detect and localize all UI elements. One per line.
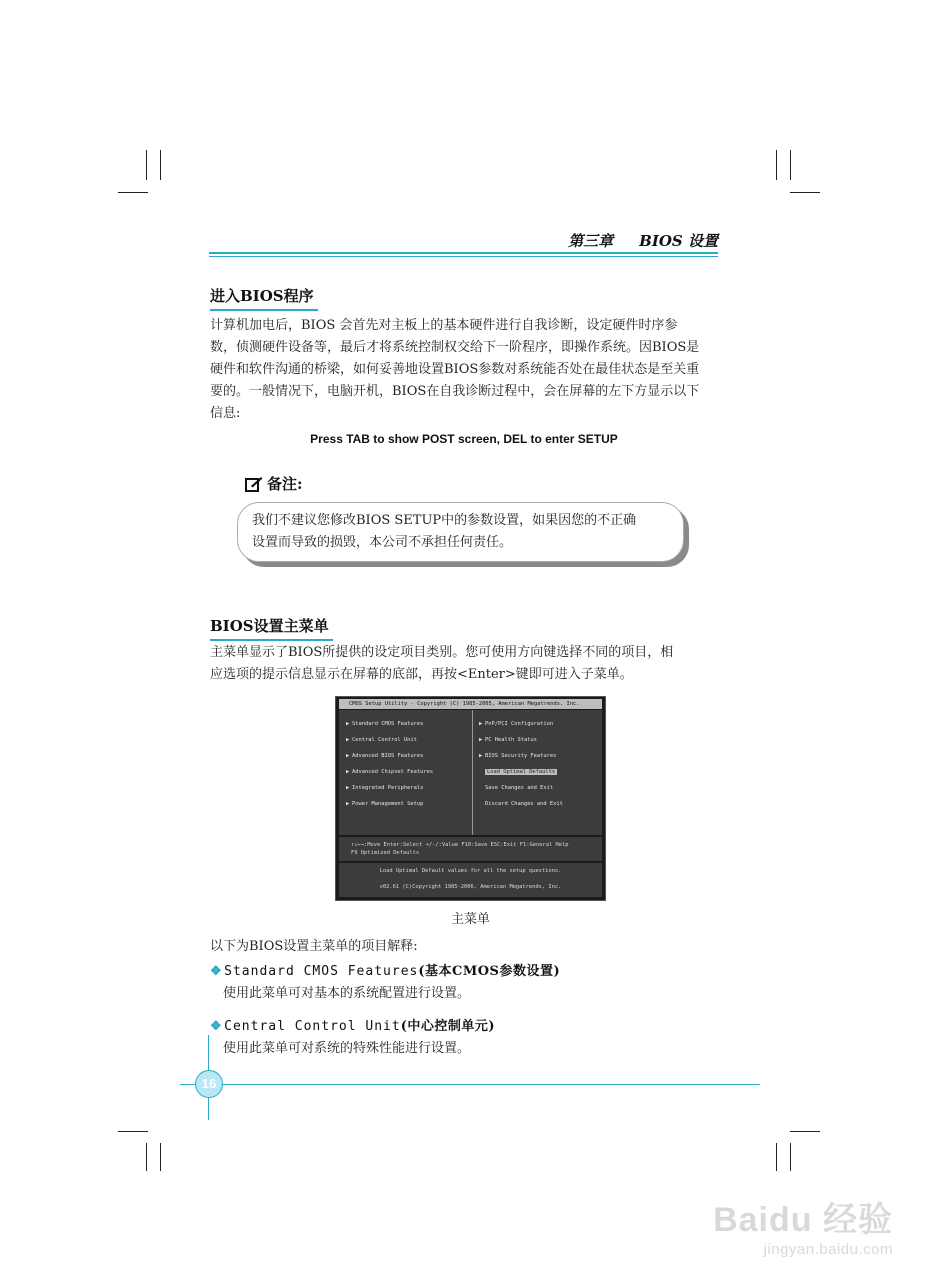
triangle-right-icon: ▶ — [479, 753, 483, 759]
footer-rule — [180, 1084, 760, 1085]
triangle-right-icon: ▶ — [346, 753, 350, 759]
crop-mark — [118, 192, 148, 193]
bios-menu-item[interactable] — [346, 720, 433, 736]
item-title-standard-cmos — [210, 960, 560, 979]
triangle-right-icon: ▶ — [346, 769, 350, 775]
crop-mark — [790, 192, 820, 193]
note-text — [252, 510, 667, 554]
bios-item-label: Standard CMOS Features — [352, 721, 424, 727]
bios-right-column — [479, 720, 563, 816]
bios-menu-item[interactable] — [346, 800, 433, 816]
bios-item-label: PC Health Status — [485, 737, 537, 743]
bios-item-label: Save Changes and Exit — [485, 785, 554, 791]
bios-main-menu-screenshot — [335, 696, 606, 901]
section2-paragraph — [210, 642, 718, 686]
para-line: 信息: — [210, 406, 241, 421]
triangle-right-icon: ▶ — [479, 721, 483, 727]
bios-item-label: BIOS Security Features — [485, 753, 557, 759]
chapter-header — [209, 230, 718, 251]
section-title-enter-bios — [210, 285, 314, 308]
triangle-right-icon: ▶ — [346, 721, 350, 727]
bios-item-label: Discard Changes and Exit — [485, 801, 563, 807]
figure-caption: 主菜单 — [450, 912, 490, 927]
item-title-cn: (基本CMOS参数设置) — [418, 964, 561, 979]
item-title-central-control — [210, 1015, 495, 1034]
para-line: 硬件和软件沟通的桥梁，如何妥善地设置BIOS参数对系统能否处在最佳状态是至关重 — [210, 362, 700, 377]
item-desc: 使用此菜单可对系统的特殊性能进行设置。 — [223, 1041, 471, 1056]
chapter-title: BIOS 设置 — [639, 232, 718, 250]
watermark-url: jingyan.baidu.com — [763, 1241, 893, 1258]
note-heading — [245, 473, 303, 494]
bios-key-legend — [339, 837, 602, 861]
bios-keys-line: F9 Optimized Defaults — [351, 850, 420, 856]
page-number: 16 — [195, 1070, 223, 1098]
crop-mark — [146, 150, 147, 180]
para-line: 要的。一般情况下，电脑开机，BIOS在自我诊断过程中，会在屏幕的左下方显示以下 — [210, 384, 700, 399]
title-underline — [210, 309, 318, 311]
bios-help-panel — [339, 863, 602, 897]
bios-left-column — [346, 720, 433, 816]
bios-menu-item[interactable] — [479, 736, 563, 752]
diamond-bullet-icon: ❖ — [210, 964, 223, 979]
bios-keys-line: ↑↓←→:Move Enter:Select +/-/:Value F10:Save ESC:Exit F1:General Help — [351, 842, 569, 848]
crop-mark — [118, 1131, 148, 1132]
note-line: 设置而导致的损毁，本公司不承担任何责任。 — [252, 535, 513, 550]
bios-menu-item[interactable] — [346, 768, 433, 784]
bios-version-text: v02.61 (C)Copyright 1985-2006, American Megatrends, Inc. — [379, 884, 562, 890]
chapter-label: 第三章 — [568, 232, 614, 250]
bios-menu-item[interactable] — [479, 720, 563, 736]
crop-mark — [790, 1131, 820, 1132]
para-line: 计算机加电后，BIOS 会首先对主板上的基本硬件进行自我诊断，设定硬件时序参 — [210, 318, 678, 333]
bios-menu-item-selected[interactable] — [479, 768, 563, 784]
bios-item-label: PnP/PCI Configuration — [485, 721, 554, 727]
bios-menu-item[interactable] — [479, 752, 563, 768]
bios-menu-item[interactable] — [479, 800, 563, 816]
section-title-main-menu — [210, 615, 329, 638]
bios-item-label: Power Management Setup — [352, 801, 424, 807]
bios-item-label: Advanced Chipset Features — [352, 769, 434, 775]
bios-item-label: Load Optimal Defaults — [487, 769, 556, 775]
para-line: 应选项的提示信息显示在屏幕的底部，再按<Enter>键即可进入子菜单。 — [210, 667, 633, 682]
section1-paragraph — [210, 315, 718, 425]
note-line: 我们不建议您修改BIOS SETUP中的参数设置，如果因您的不正确 — [252, 513, 637, 528]
bios-item-label: Advanced BIOS Features — [352, 753, 424, 759]
section-title-text: 进入BIOS程序 — [210, 287, 314, 305]
note-pencil-icon — [245, 476, 263, 492]
triangle-right-icon: ▶ — [479, 737, 483, 743]
para-line: 数，侦测硬件设备等，最后才将系统控制权交给下一阶程序，即操作系统。因BIOS是 — [210, 340, 700, 355]
header-rule-thin — [209, 256, 718, 257]
section-title-text: BIOS设置主菜单 — [210, 617, 329, 635]
crop-mark — [776, 1143, 777, 1171]
item-desc: 使用此菜单可对基本的系统配置进行设置。 — [223, 986, 471, 1001]
item-title-en: Central Control Unit — [224, 1019, 401, 1034]
diamond-bullet-icon: ❖ — [210, 1019, 223, 1034]
bios-item-label: Integrated Peripherals — [352, 785, 424, 791]
baidu-watermark — [713, 1192, 893, 1258]
bios-help-text: Load Optimal Default values for all the setup questions. — [379, 868, 562, 874]
bios-menu-panel — [339, 710, 602, 835]
bios-item-label: Central Control Unit — [352, 737, 417, 743]
watermark-logo-text: Baidu 经验 — [713, 1201, 893, 1239]
para-line: 主菜单显示了BIOS所提供的设定项目类别。您可使用方向键选择不同的项目，相 — [210, 645, 674, 660]
crop-mark — [160, 1143, 161, 1171]
items-intro: 以下为BIOS设置主菜单的项目解释: — [210, 939, 418, 954]
item-title-en: Standard CMOS Features — [224, 964, 419, 979]
item-title-cn: (中心控制单元) — [400, 1019, 496, 1034]
crop-mark — [146, 1143, 147, 1171]
triangle-right-icon: ▶ — [346, 801, 350, 807]
triangle-right-icon: ▶ — [346, 737, 350, 743]
note-box — [237, 502, 684, 562]
bios-menu-item[interactable] — [346, 736, 433, 752]
header-rule — [209, 252, 718, 254]
crop-mark — [776, 150, 777, 180]
bios-menu-item[interactable] — [346, 784, 433, 800]
triangle-right-icon: ▶ — [346, 785, 350, 791]
title-underline — [210, 639, 333, 641]
bios-column-divider — [472, 710, 473, 835]
crop-mark — [790, 1143, 791, 1171]
bios-menu-item[interactable] — [346, 752, 433, 768]
post-message: Press TAB to show POST screen, DEL to enter SETUP — [310, 432, 618, 446]
crop-mark — [790, 150, 791, 180]
note-title: 备注: — [267, 475, 303, 493]
bios-title-bar: CMOS Setup Utility - Copyright (C) 1985-2005, American Megatrends, Inc. — [339, 699, 602, 709]
crop-mark — [160, 150, 161, 180]
bios-menu-item[interactable] — [479, 784, 563, 800]
